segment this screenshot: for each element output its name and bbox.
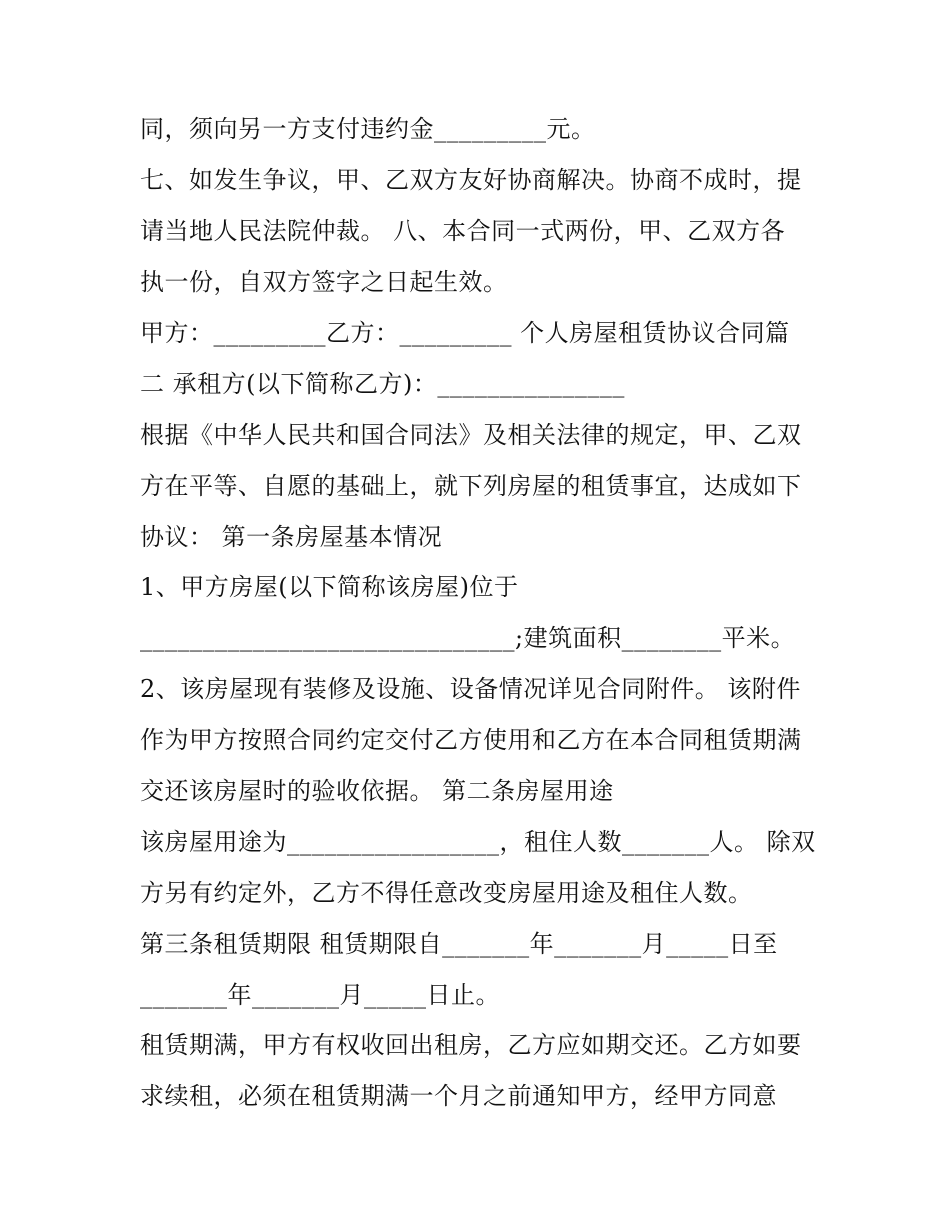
text-line: 方另有约定外，乙方不得任意改变房屋用途及租住人数。 — [140, 879, 753, 907]
text-line: 根据《中华人民共和国合同法》及相关法律的规定，甲、乙双 — [140, 421, 802, 449]
text-line: 该房屋用途为_________________，租住人数_______人。 除双 — [140, 828, 816, 856]
text-line: 第三条租赁期限 租赁期限自_______年_______月_____日至 — [140, 930, 778, 958]
text-line: 方在平等、自愿的基础上，就下列房屋的租赁事宜，达成如下 — [140, 472, 802, 500]
text-line: 作为甲方按照合同约定交付乙方使用和乙方在本合同租赁期满 — [140, 726, 802, 754]
text-line: 执一份，自双方签字之日起生效。 — [140, 268, 508, 296]
text-line: 甲方：_________乙方：_________ 个人房屋租赁协议合同篇 — [140, 319, 790, 347]
text-line: 二 承租方(以下简称乙方)：_______________ — [140, 370, 625, 398]
text-line: 求续租，必须在租赁期满一个月之前通知甲方，经甲方同意 — [140, 1082, 777, 1110]
text-line: 租赁期满，甲方有权收回出租房，乙方应如期交还。乙方如要 — [140, 1031, 802, 1059]
text-line: 请当地人民法院仲裁。 八、本合同一式两份，甲、乙双方各 — [140, 217, 786, 245]
text-line: 交还该房屋时的验收依据。 第二条房屋用途 — [140, 777, 614, 805]
text-line: 同，须向另一方支付违约金_________元。 — [140, 115, 596, 143]
text-line: 七、如发生争议，甲、乙双方友好协商解决。协商不成时，提 — [140, 166, 802, 194]
text-line: 1、甲方房屋(以下简称该房屋)位于 — [140, 573, 519, 601]
text-line: _______年_______月_____日止。 — [140, 981, 500, 1009]
text-line: ______________________________;建筑面积________平米。 — [140, 624, 796, 652]
text-line: 2、该房屋现有装修及设施、设备情况详见合同附件。 该附件 — [140, 675, 801, 703]
text-line: 协议： 第一条房屋基本情况 — [140, 523, 443, 551]
